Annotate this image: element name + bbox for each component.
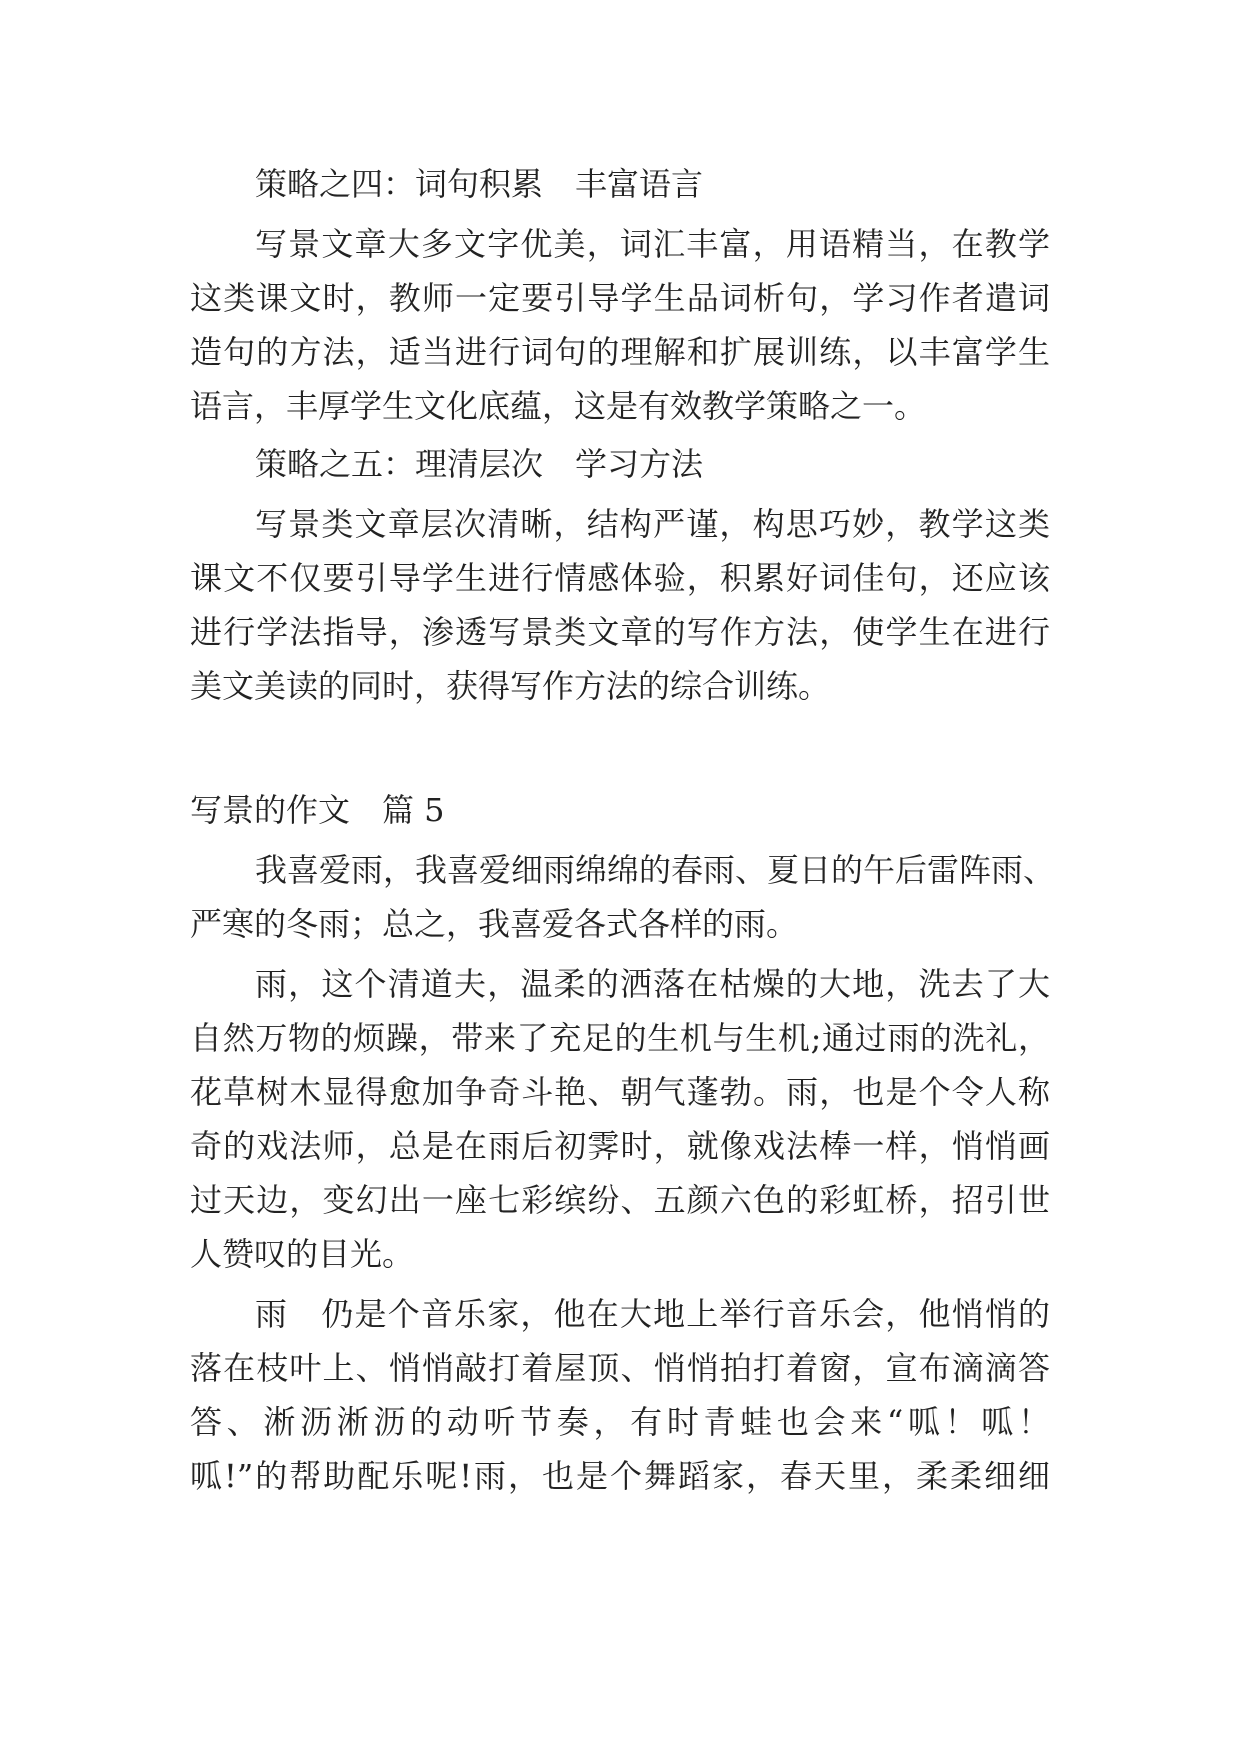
paragraph-line: 雨 仍是个音乐家，他在大地上举行音乐会，他悄悄的 — [255, 1295, 1050, 1333]
paragraph-line: 雨，这个清道夫，温柔的洒落在枯燥的大地，洗去了大 — [255, 965, 1050, 1003]
paragraph-line: 美文美读的同时，获得写作方法的综合训练。 — [190, 667, 831, 705]
paragraph-line: 过天边，变幻出一座七彩缤纷、五颜六色的彩虹桥，招引世 — [190, 1181, 1050, 1219]
paragraph-line: 自然万物的烦躁，带来了充足的生机与生机;通过雨的洗礼， — [190, 1019, 1050, 1057]
section-heading-strategy-5: 策略之五：理清层次 学习方法 — [255, 445, 704, 483]
paragraph-line: 答、淅沥淅沥的动听节奏，有时青蛙也会来“呱！呱！ — [190, 1403, 1050, 1441]
paragraph-line: 花草树木显得愈加争奇斗艳、朝气蓬勃。雨，也是个令人称 — [190, 1073, 1050, 1111]
paragraph-line: 严寒的冬雨；总之，我喜爱各式各样的雨。 — [190, 905, 799, 943]
paragraph-line: 课文不仅要引导学生进行情感体验，积累好词佳句，还应该 — [190, 559, 1050, 597]
paragraph-line: 语言，丰厚学生文化底蕴，这是有效教学策略之一。 — [190, 387, 927, 425]
essay-title: 写景的作文 篇 5 — [190, 791, 445, 829]
paragraph-line: 人赞叹的目光。 — [190, 1235, 415, 1273]
paragraph-line: 我喜爱雨，我喜爱细雨绵绵的春雨、夏日的午后雷阵雨、 — [255, 851, 1056, 889]
paragraph-line: 写景文章大多文字优美，词汇丰富，用语精当，在教学 — [255, 225, 1050, 263]
paragraph-line: 呱!”的帮助配乐呢!雨，也是个舞蹈家，春天里，柔柔细细 — [190, 1457, 1050, 1495]
paragraph-line: 进行学法指导，渗透写景类文章的写作方法，使学生在进行 — [190, 613, 1050, 651]
paragraph-line: 这类课文时，教师一定要引导学生品词析句，学习作者遣词 — [190, 279, 1050, 317]
section-heading-strategy-4: 策略之四：词句积累 丰富语言 — [255, 165, 704, 203]
paragraph-line: 落在枝叶上、悄悄敲打着屋顶、悄悄拍打着窗，宣布滴滴答 — [190, 1349, 1050, 1387]
paragraph-line: 写景类文章层次清晰，结构严谨，构思巧妙，教学这类 — [255, 505, 1050, 543]
paragraph-line: 造句的方法，适当进行词句的理解和扩展训练，以丰富学生 — [190, 333, 1050, 371]
paragraph-line: 奇的戏法师，总是在雨后初霁时，就像戏法棒一样，悄悄画 — [190, 1127, 1050, 1165]
